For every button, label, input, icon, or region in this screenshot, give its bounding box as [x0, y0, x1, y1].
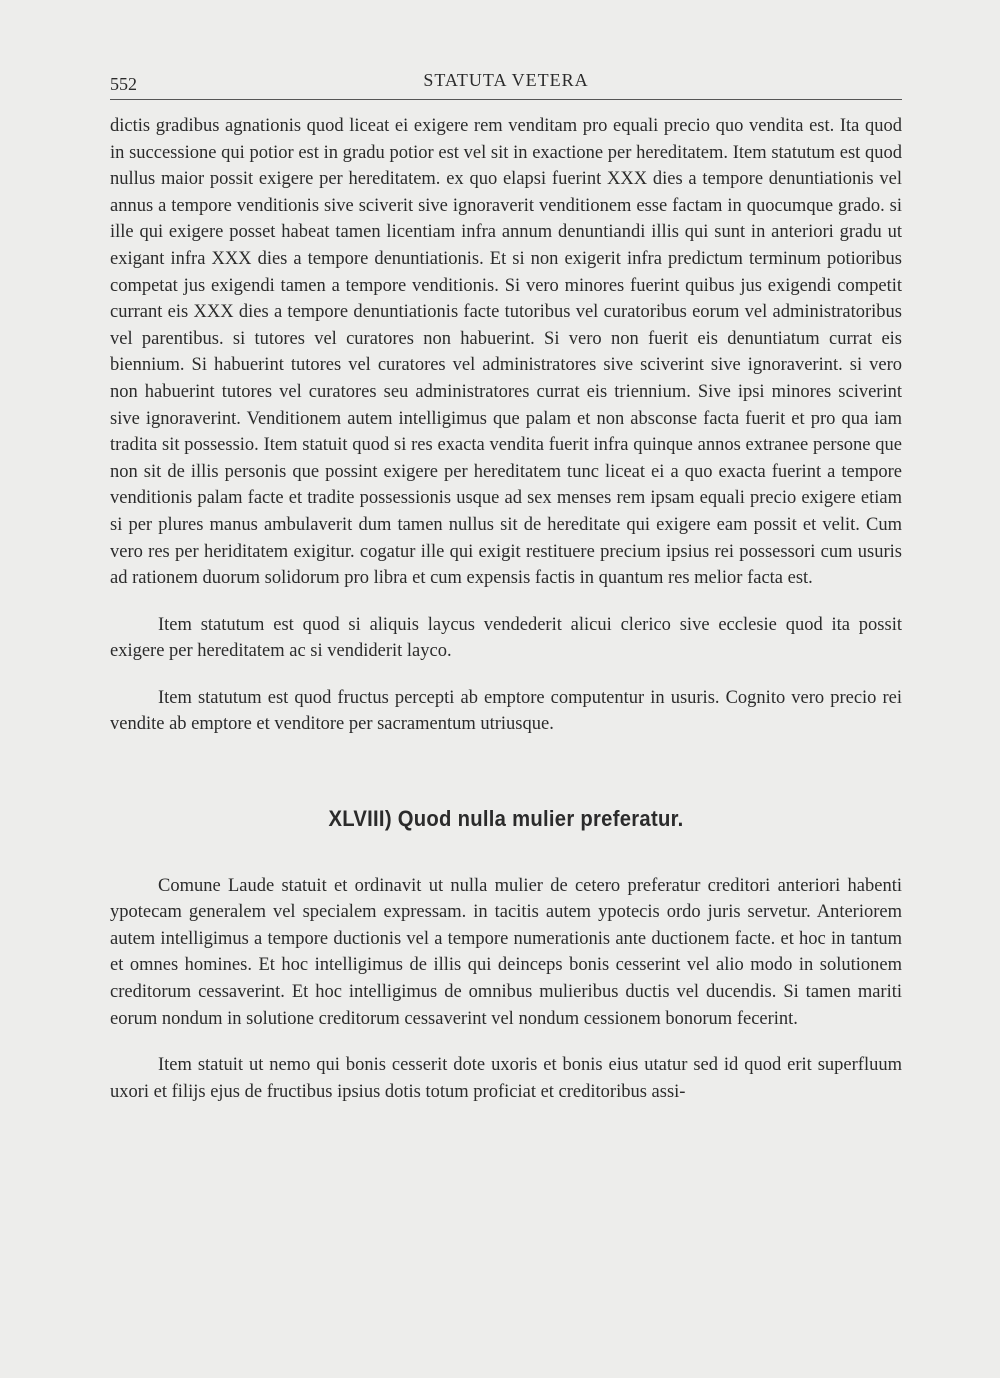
paragraph: Item statutum est quod fructus percepti ab emptore computentur in usuris. Cognito vero precio rei vendite ab emptore et venditore per sacramentum utriusque.: [110, 687, 902, 735]
header-rule: [110, 99, 902, 100]
body-text: [110, 113, 902, 1105]
page-header: [110, 70, 902, 100]
paragraph-continued: dictis gradibus agnationis quod liceat ei exigere rem venditam pro equali precio quo vendita est. Ita quod in successione qui potior est in gradu potior est vel sit in exactione per hereditatem. Item statutum est quod nullus maior possit exigere per hereditatem. ex quo elapsi fuerint XXX dies a tempore denuntiationis vel annus a tempore venditionis sive sciverit sive ignoraverit venditionem esse factam in quocumque grado. si ille qui exigere posset habeat tamen licentiam infra annum denuntiandi illis qui sunt in anteriori gradu ut exigant infra XXX dies a tempore denuntiationis. Et si non exigerit infra predictum terminum potioribus competat jus exigendi tamen a tempore venditionis. Si vero minores fuerint quibus jus exigendi competit currant eis XXX dies a tempore denuntiationis facte tutoribus vel curatoribus eorum vel administratoribus vel parentibus. si tutores vel curatores non habuerint. Si vero non fuerit eis denuntiatum currat eis biennium. Si habuerint tutores vel curatores vel administratores sive sciverint sive ignoraverint. si vero non habuerint tutores vel curatores seu administratores currat eis triennium. Sive ipsi minores sciverint sive ignoraverint. Venditionem autem intelligimus que palam et non absconse facta fuerit et pro qua iam tradita sit possessio. Item statuit quod si res exacta vendita fuerit infra quinque annos extranee persone que non sit de illis personis que possint exigere per hereditatem tunc liceat ei a quo exacta fuerint a tempore venditionis palam facte et tradite possessionis usque ad sex menses rem ipsam equali precio exigere etiam si per plures manus ambulaverit dum tamen nullus sit de hereditate qui exigere eam possit et velit. Cum vero res per heriditatem exigitur. cogatur ille qui exigit restituere precium ipsius rei possessori cum usuris ad rationem duorum solidorum pro libra et cum expensis factis in quantum res melior facta est.: [110, 116, 902, 589]
paragraph: Comune Laude statuit et ordinavit ut nulla mulier de cetero preferatur creditori anteriori habenti ypotecam generalem vel specialem expressam. in tacitis autem ypotecis ordo juris servetur. Anteriorem autem intelligimus a tempore ductionis vel a tempore numerationis ante ductionem facte. et hoc in tantum et omnes homines. Et hoc intelligimus de illis qui deinceps bonis cesserint vel alio modo in solutionem creditorum cessaverint. Et hoc intelligimus de omnibus mulieribus ductis vel ducendis. Si tamen mariti eorum nondum in solutione creditorum cessaverint vel nondum cessionem bonorum fecerint.: [110, 875, 902, 1029]
paragraph: Item statuit ut nemo qui bonis cesserit dote uxoris et bonis eius utatur sed id quod erit superfluum uxori et filijs ejus de fructibus ipsius dotis totum proficiat et creditoribus assi-: [110, 1055, 902, 1102]
section-heading: XLVIII) Quod nulla mulier preferatur.: [328, 806, 684, 832]
paragraph: Item statutum est quod si aliquis laycus vendederit alicui clerico sive ecclesie quod ita possit exigere per hereditatem ac si vendiderit layco.: [110, 614, 902, 662]
running-title: STATUTA VETERA: [423, 70, 589, 90]
page-number: 552: [110, 74, 137, 94]
